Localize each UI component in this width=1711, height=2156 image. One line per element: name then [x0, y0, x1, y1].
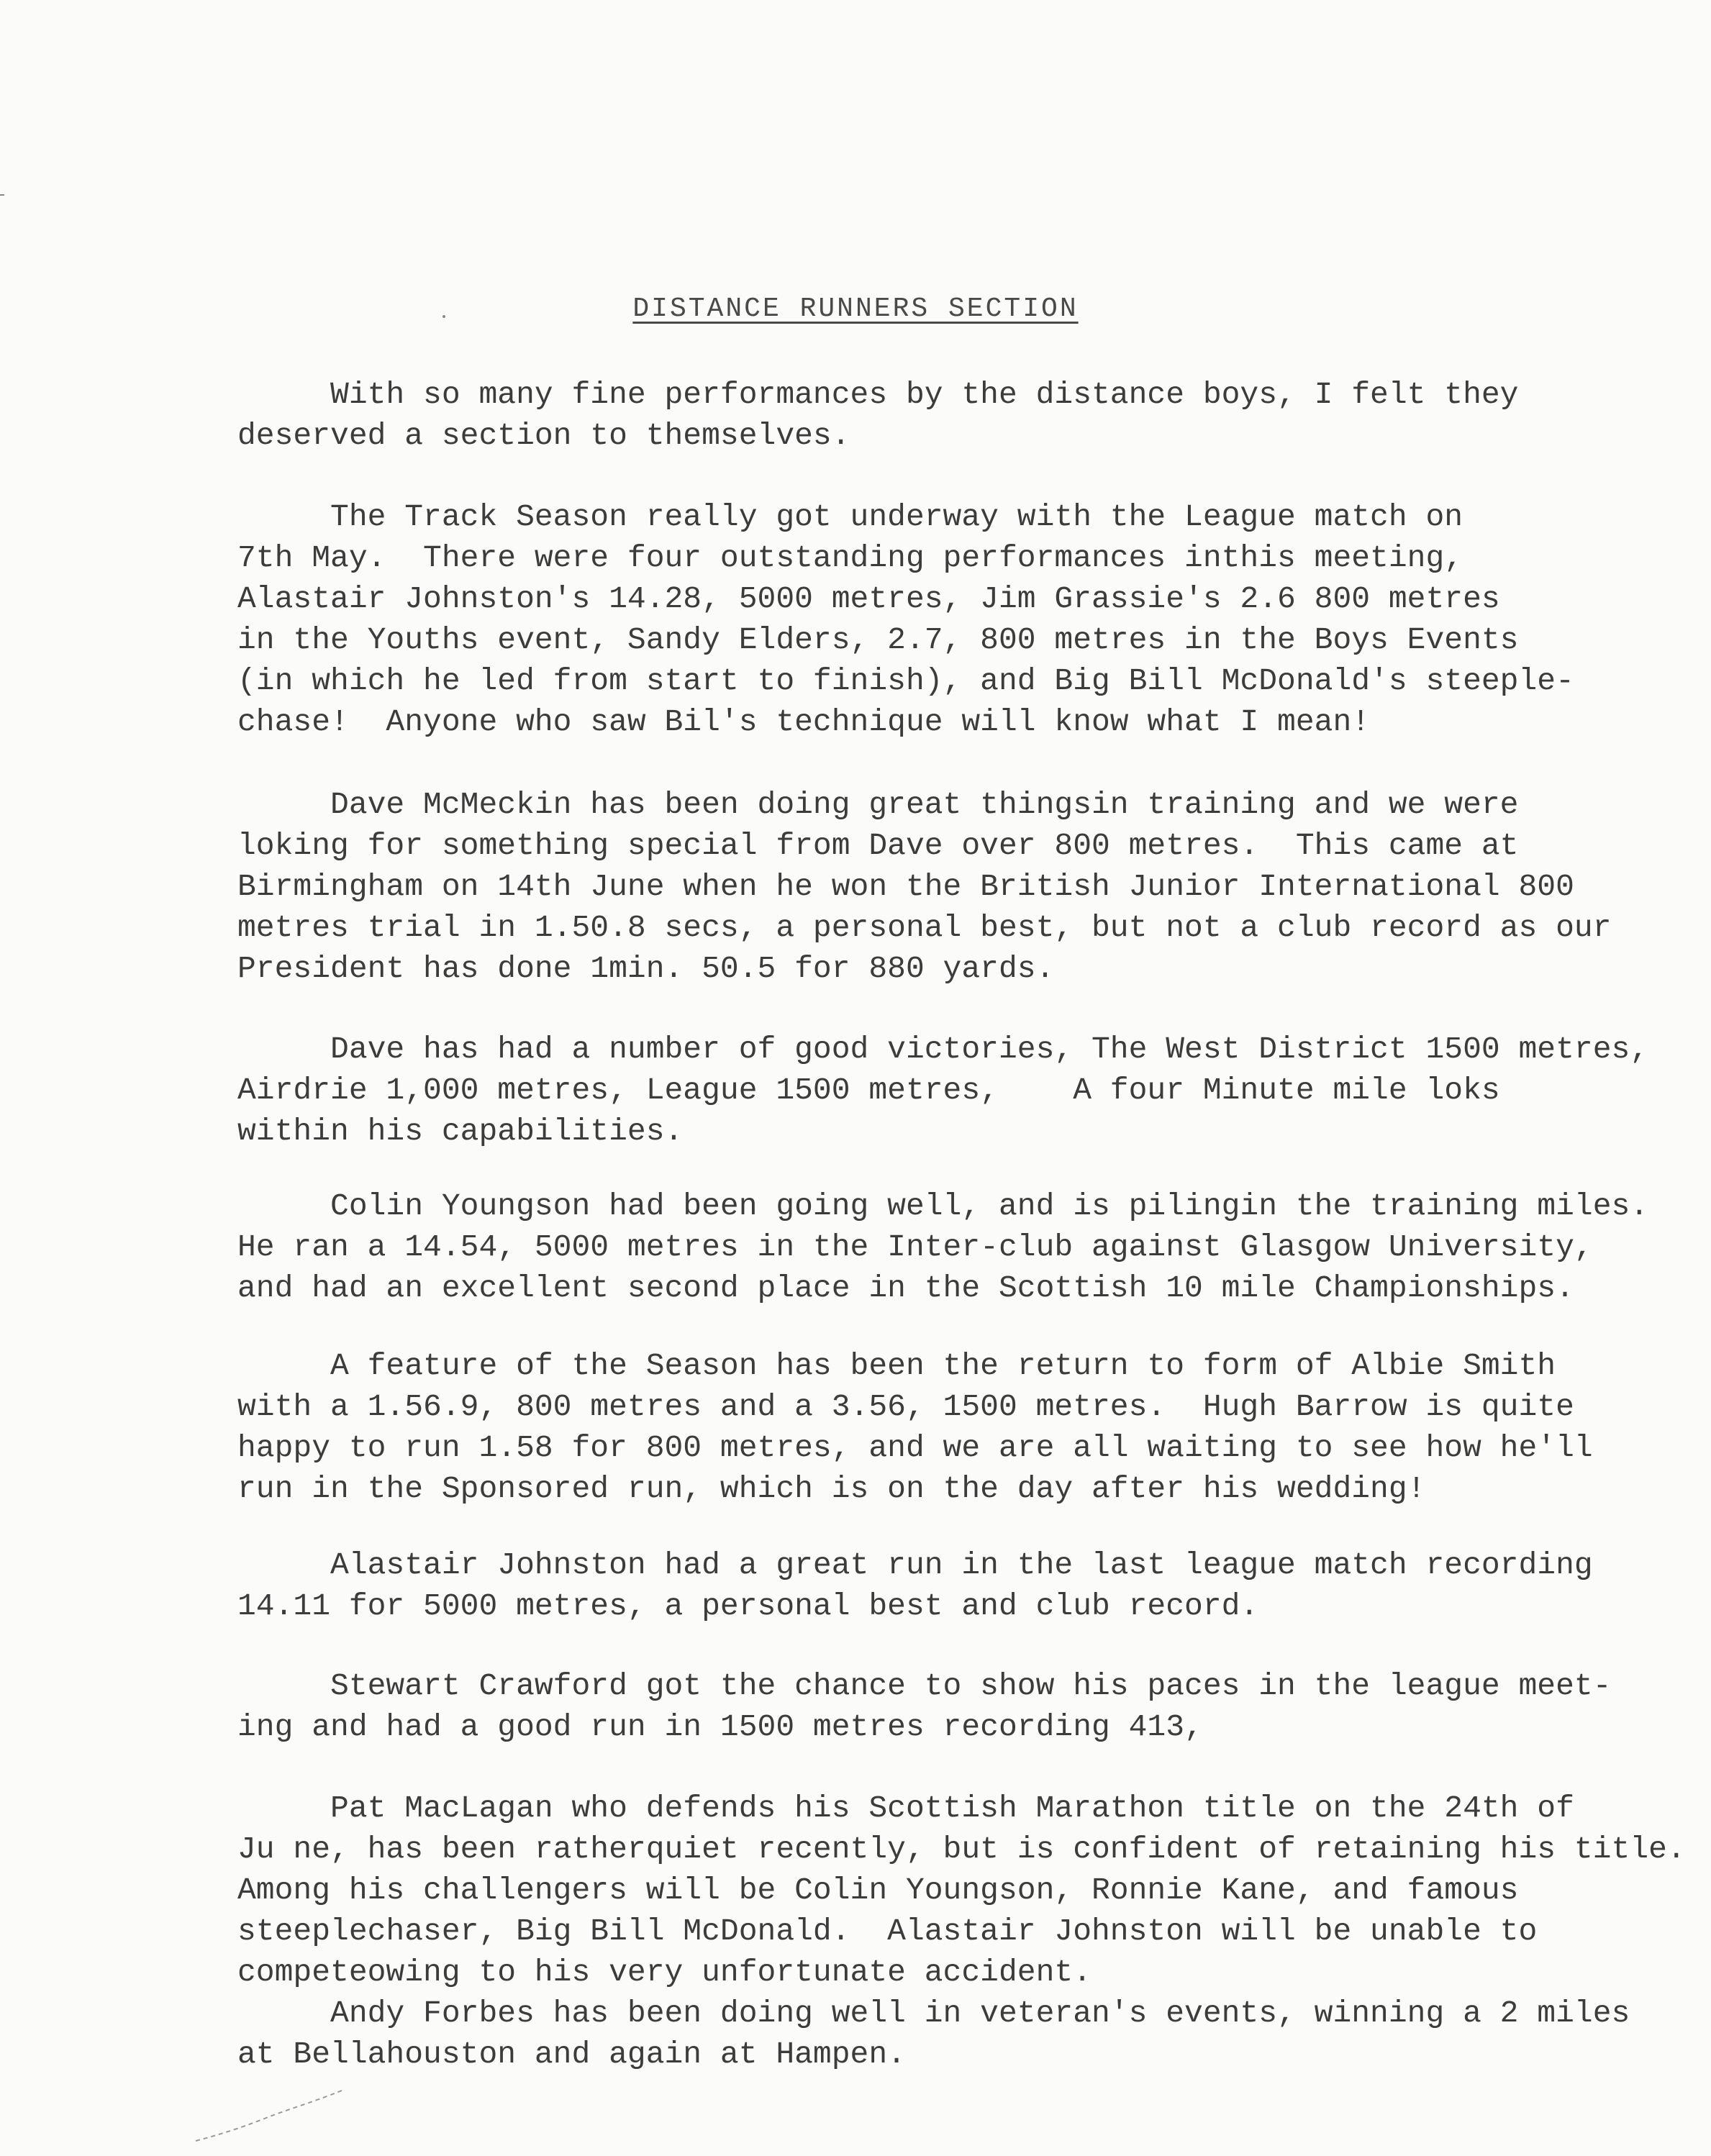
- paragraph-line: loking for something special from Dave over 800 metres. This came at: [237, 828, 1519, 863]
- paragraph-line: deserved a section to themselves.: [237, 418, 850, 453]
- paragraph-line: steeplechaser, Big Bill McDonald. Alastair Johnston will be unable to: [237, 1914, 1538, 1949]
- paragraph-line: (in which he led from start to finish), and Big Bill McDonald's steeple-: [237, 663, 1574, 699]
- paragraph-line: Among his challengers will be Colin Youngson, Ronnie Kane, and famous: [237, 1873, 1519, 1908]
- paragraph-line: within his capabilities.: [237, 1114, 684, 1149]
- scan-margin-mark: [0, 194, 4, 196]
- paragraph-line: 14.11 for 5000 metres, a personal best and club record.: [237, 1588, 1259, 1624]
- paragraph-line: Alastair Johnston's 14.28, 5000 metres, Jim Grassie's 2.6 800 metres: [237, 581, 1500, 617]
- paragraph-line: Dave McMeckin has been doing great thingsin training and we were: [237, 787, 1519, 822]
- paragraph-line: Pat MacLagan who defends his Scottish Marathon title on the 24th of: [237, 1791, 1574, 1826]
- paragraph-line: He ran a 14.54, 5000 metres in the Inter-club against Glasgow University,: [237, 1229, 1593, 1265]
- paragraph-line: President has done 1min. 50.5 for 880 yards.: [237, 951, 1055, 986]
- paragraph-line: Andy Forbes has been doing well in veteran's events, winning a 2 miles: [237, 1996, 1630, 2031]
- pencil-scribble-mark: [194, 2086, 345, 2144]
- paragraph-line: in the Youths event, Sandy Elders, 2.7, 800 metres in the Boys Events: [237, 622, 1519, 658]
- paragraph-line: Colin Youngson had been going well, and is pilingin the training miles.: [237, 1188, 1649, 1224]
- paragraph-line: with a 1.56.9, 800 metres and a 3.56, 1500 metres. Hugh Barrow is quite: [237, 1389, 1574, 1424]
- paragraph-line: Dave has had a number of good victories, The West District 1500 metres,: [237, 1032, 1649, 1067]
- paragraph-line: With so many fine performances by the distance boys, I felt they: [237, 377, 1519, 412]
- paragraph-line: ing and had a good run in 1500 metres recording 413,: [237, 1709, 1203, 1745]
- paragraph-line: Ju ne, has been ratherquiet recently, but is confident of retaining his title.: [237, 1832, 1686, 1867]
- paragraph-line: competeowing to his very unfortunate accident.: [237, 1955, 1092, 1990]
- paragraph-line: at Bellahouston and again at Hampen.: [237, 2037, 906, 2072]
- paragraph-line: Birmingham on 14th June when he won the British Junior International 800: [237, 869, 1574, 904]
- page-title: DISTANCE RUNNERS SECTION: [632, 294, 1079, 324]
- paragraph-line: and had an excellent second place in the Scottish 10 mile Championships.: [237, 1270, 1574, 1306]
- paragraph-line: A feature of the Season has been the return to form of Albie Smith: [237, 1348, 1556, 1383]
- paragraph-line: Stewart Crawford got the chance to show his paces in the league meet-: [237, 1668, 1612, 1704]
- paragraph-line: Airdrie 1,000 metres, League 1500 metres, A four Minute mile loks: [237, 1073, 1500, 1108]
- paragraph-line: 7th May. There were four outstanding performances inthis meeting,: [237, 540, 1463, 576]
- paragraph-line: The Track Season really got underway with the League match on: [237, 499, 1463, 535]
- paragraph-line: Alastair Johnston had a great run in the last league match recording: [237, 1547, 1593, 1583]
- paragraph-line: happy to run 1.58 for 800 metres, and we are all waiting to see how he'll: [237, 1430, 1593, 1465]
- scan-dot: [442, 315, 445, 318]
- paragraph-line: chase! Anyone who saw Bil's technique will know what I mean!: [237, 704, 1371, 740]
- paragraph-line: metres trial in 1.50.8 secs, a personal best, but not a club record as our: [237, 910, 1612, 945]
- paragraph-line: run in the Sponsored run, which is on the day after his wedding!: [237, 1471, 1426, 1506]
